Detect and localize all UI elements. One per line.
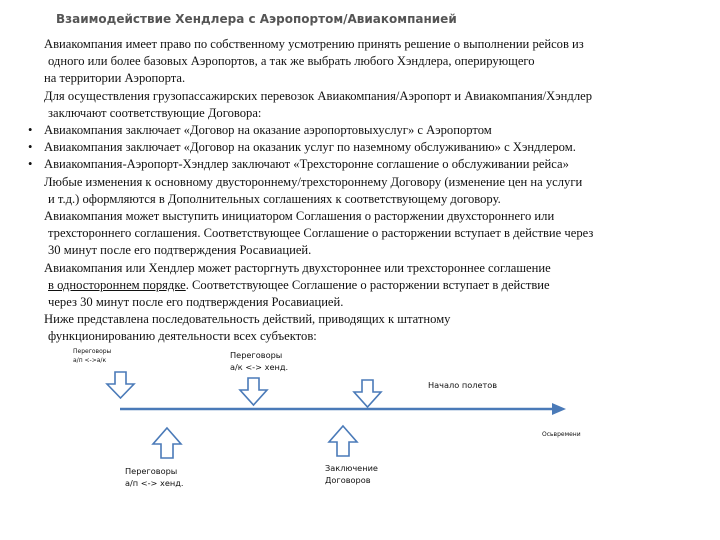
- bullet-text: Авиакомпания-Аэропорт-Хэндлер заключают «Трехсторонне соглашение о обслуживании рейса»: [44, 157, 569, 172]
- label-negotiations-airline-handler: [230, 350, 288, 374]
- label-line: Переговоры: [73, 348, 112, 355]
- text-line: Для осуществления грузопассажирских перевозок Авиакомпания/Аэропорт и Авиакомпания/Хэндлер: [44, 88, 592, 103]
- label-line: а/п <-> хенд.: [125, 477, 184, 488]
- down-arrow-marker: [240, 378, 267, 405]
- text-line: одного или более базовых Аэропортов, а так же выбрать любого Хэндлера, оперирующего: [48, 54, 535, 69]
- label-line: Переговоры: [230, 350, 283, 360]
- text-line: Авиакомпания имеет право по собственному усмотрению принять решение о выполнении рейсов из: [44, 37, 584, 51]
- up-arrow-marker: [329, 426, 357, 456]
- text-line: трехстороннего соглашения. Соответствующее Соглашение о расторжении вступает в действие через: [48, 226, 594, 241]
- bullet-icon: •: [28, 140, 33, 155]
- text-line: на территории Аэропорта.: [44, 71, 186, 86]
- label-contracts-signing: [325, 463, 378, 487]
- label-negotiations-airport-airline: [73, 348, 111, 365]
- text-fragment: . Соответствующее Соглашение о расторжении вступает в действие: [185, 277, 550, 292]
- text-line: функционированию деятельности всех субъектов:: [48, 329, 317, 344]
- label-line: Заключение: [325, 463, 378, 473]
- bullet-text: Авиакомпания заключает «Договор на оказание аэропортовыхуслуг» с Аэропортом: [44, 123, 492, 138]
- label-line: Договоров: [325, 474, 371, 485]
- text-line: заключают соответствующие Договора:: [48, 105, 262, 120]
- bullet-icon: •: [28, 157, 33, 172]
- page-title: Взаимодействие Хендлера с Аэропортом/Авиакомпанией: [56, 12, 457, 26]
- label-time-axis: Осьвремени: [542, 431, 581, 438]
- bullet-text: Авиакомпания заключает «Договор на оказаник услуг по наземному обслуживанию» с Хэндлером.: [44, 140, 576, 155]
- text-line: 30 минут после его подтверждения Росавиацией.: [48, 243, 312, 258]
- text-line: Ниже представлена последовательность действий, приводящих к штатному: [44, 312, 451, 327]
- label-line: а/к <-> хенд.: [230, 361, 289, 372]
- down-arrow-marker: [107, 372, 134, 398]
- text-line: через 30 минут после его подтверждения Росавиацией.: [48, 295, 344, 310]
- label-line: Переговоры: [125, 466, 178, 476]
- text-line: Авиакомпания или Хендлер может расторгнуть двухстороннее или трехстороннее соглашение: [44, 260, 551, 275]
- underlined-phrase: в одностороннем порядке: [48, 277, 186, 292]
- label-line: а/п <->а/к: [73, 356, 107, 364]
- label-flights-start: Начало полетов: [428, 380, 498, 390]
- time-axis-arrow: [120, 403, 566, 415]
- label-negotiations-airport-handler: [125, 466, 184, 490]
- bullet-icon: •: [28, 123, 33, 138]
- text-line: Любые изменения к основному двустороннему/трехстороннему Договору (изменение цен на услуги: [44, 174, 583, 189]
- text-line: Авиакомпания может выступить инициатором Соглашения о расторжении двухстороннего или: [44, 209, 555, 224]
- up-arrow-marker: [153, 428, 181, 458]
- down-arrow-marker: [354, 380, 381, 407]
- text-line: и т.д.) оформляются в Дополнительных соглашениях к соответствующему договору.: [48, 191, 501, 206]
